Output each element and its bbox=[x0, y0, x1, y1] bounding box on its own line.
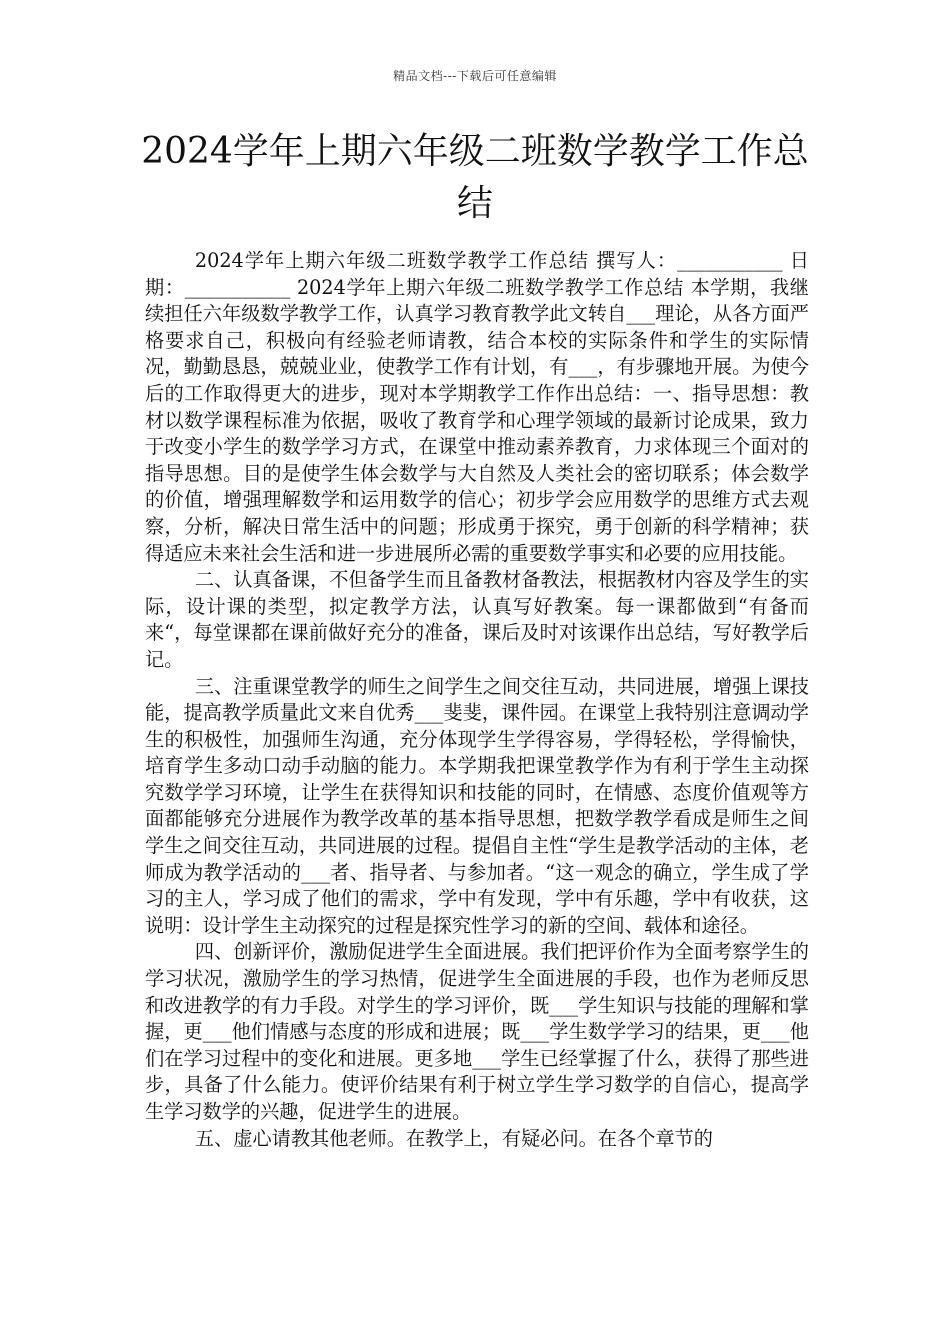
paragraph-intro: 2024学年上期六年级二班数学教学工作总结 撰写人：___________ 日 期：___________ 2024学年上期六年级二班数学教学工作总结 本学期，我继续担任六年级数学教学工作，认真学习教育教学此文转自___理论，从各方面严格要求自己，积极向有经验老师请教，结合本校的实际条件和学生的实际情况，勤勤恳恳，兢兢业业，使教学工作有计划，有___，有步骤地开展。为使今后的工作取得更大的进步，现对本学期教学工作作出总结：一、指导思想：教材以数学课程标准为依据，吸收了教育学和心理学领域的最新讨论成果，致力于改变小学生的数学学习方式，在课堂中推动素养教育，力求体现三个面对的指导思想。目的是使学生体会数学与大自然及人类社会的密切联系；体会数学的价值，增强理解数学和运用数学的信心；初步学会应用数学的思维方式去观察，分析，解决日常生活中的问题；形成勇于探究，勇于创新的科学精神；获得适应未来社会生活和进一步进展所必需的重要数学事实和必要的应用技能。 bbox=[145, 249, 809, 565]
document-body bbox=[145, 248, 809, 1152]
document-title: 2024学年上期六年级二班数学教学工作总结 bbox=[141, 131, 809, 224]
paragraph-classroom-teaching: 三、注重课堂教学的师生之间学生之间交往互动，共同进展，增强上课技能，提高教学质量此文来自优秀___斐斐，课件园。在课堂上我特别注意调动学生的积极性，加强师生沟通，充分体现学生学得容易，学得轻松，学得愉快，培育学生多动口动手动脑的能力。本学期我把课堂教学作为有利于学生主动探究数学学习环境，让学生在获得知识和技能的同时，在情感、态度价值观等方面都能够充分进展作为教学改革的基本指导思想，把数学教学看成是师生之间学生之间交往互动，共同进展的过程。提倡自主性“学生是教学活动的主体，老师成为教学活动的___者、指导者、与参加者。“这一观念的确立，学生成了学习的主人，学习成了他们的需求，学中有发现，学中有乐趣，学中有收获，这说明：设计学生主动探究的过程是探究性学习的新的空间、载体和途径。 bbox=[145, 674, 809, 937]
paragraph-lesson-prep: 二、认真备课，不但备学生而且备教材备教法，根据教材内容及学生的实际，设计课的类型，拟定教学方法，认真写好教案。每一课都做到“有备而来“，每堂课都在课前做好充分的准备，课后及时对该课作出总结，写好教学后记。 bbox=[145, 568, 809, 671]
paragraph-evaluation: 四、创新评价，激励促进学生全面进展。我们把评价作为全面考察学生的学习状况，激励学生的学习热情，促进学生全面进展的手段，也作为老师反思和改进教学的有力手段。对学生的学习评价，既___学生知识与技能的理解和掌握，更___他们情感与态度的形成和进展；既___学生数学学习的结果，更___他们在学习过程中的变化和进展。更多地___学生已经掌握了什么，获得了那些进步，具备了什么能力。使评价结果有利于树立学生学习数学的自信心，提高学生学习数学的兴趣，促进学生的进展。 bbox=[145, 940, 809, 1123]
header-note: 精品文档---下载后可任意编辑 bbox=[393, 69, 557, 83]
paragraph-consult-teachers: 五、虚心请教其他老师。在教学上，有疑必问。在各个章节的 bbox=[194, 1126, 713, 1150]
